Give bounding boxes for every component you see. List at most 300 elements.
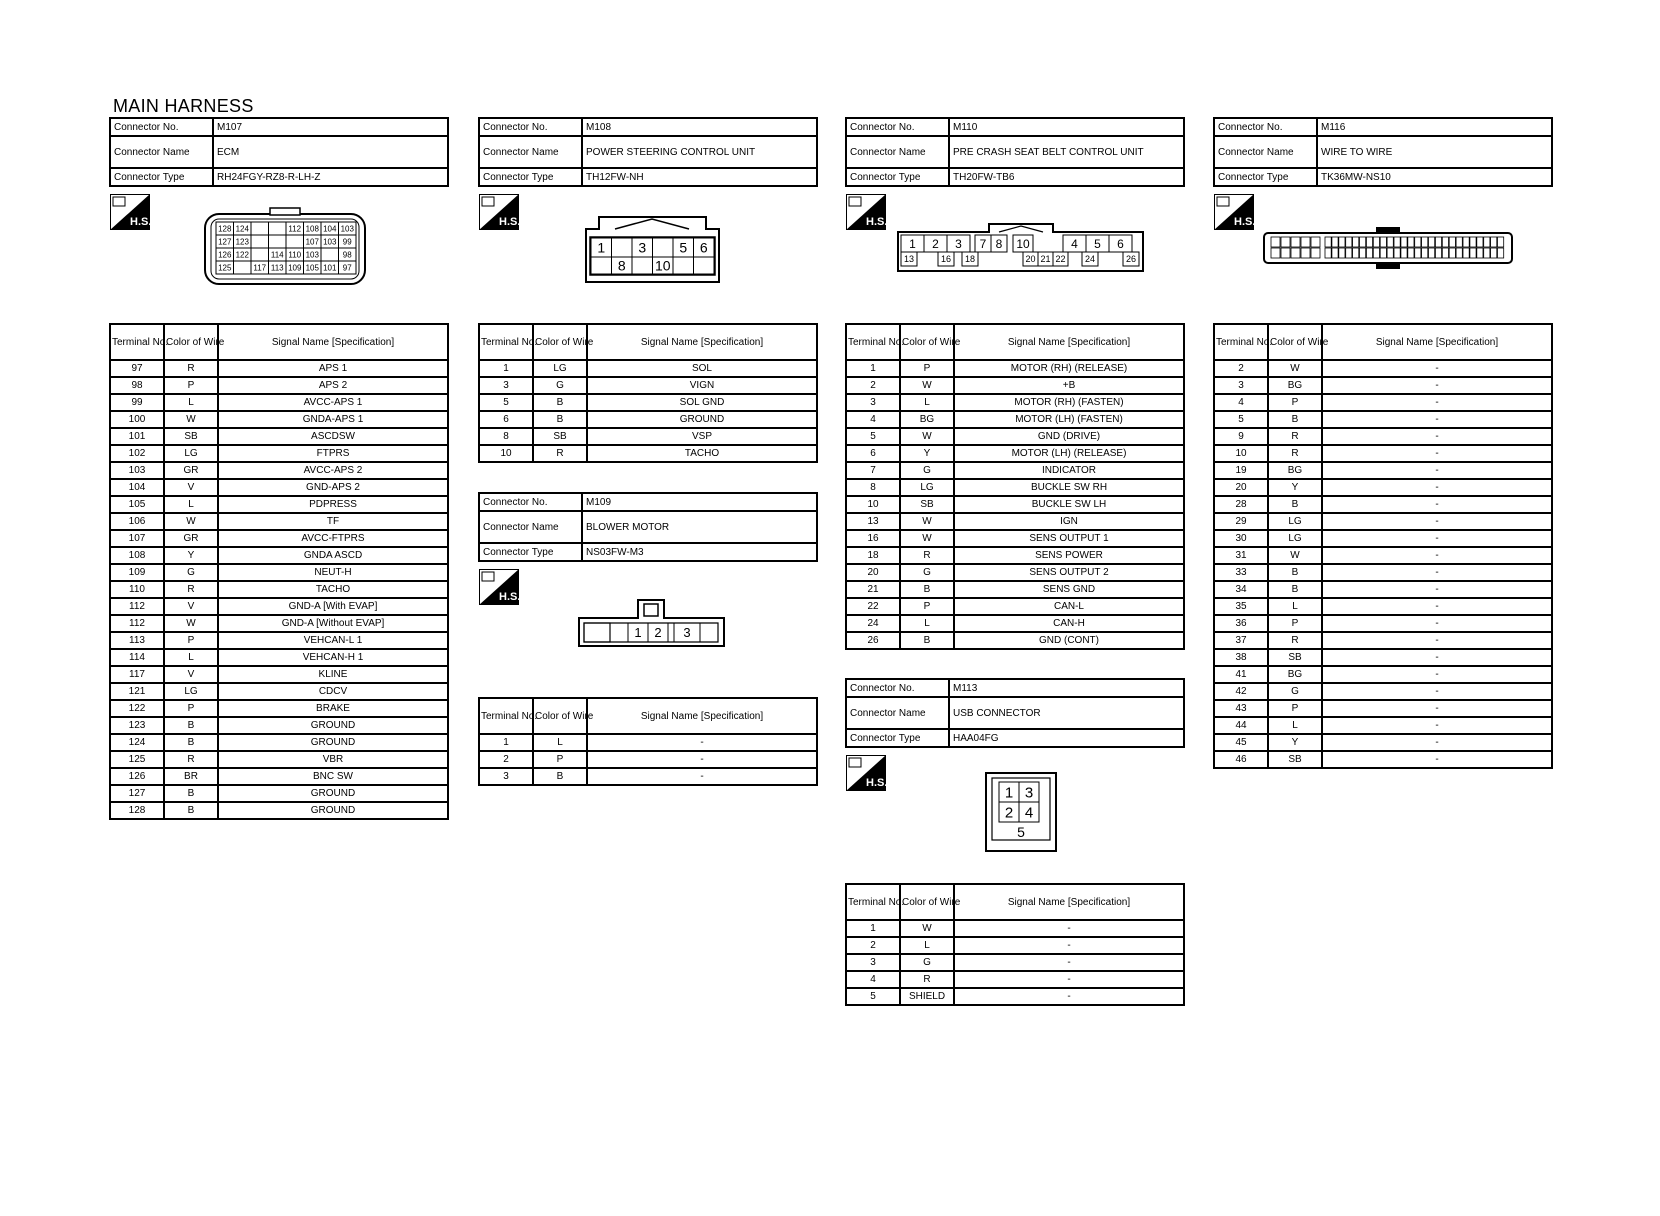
connector-name-value: POWER STEERING CONTROL UNIT (582, 136, 817, 168)
table-row (110, 717, 448, 734)
label-connector-name: Connector Name (846, 136, 949, 168)
label-connector-type: Connector Type (479, 168, 582, 186)
table-row (110, 581, 448, 598)
wire-color-cell: LG (1268, 530, 1322, 547)
signal-name-cell: CAN-L (954, 598, 1184, 615)
terminal-no-cell: 7 (846, 462, 900, 479)
connector-face-m108 (585, 215, 720, 283)
pin-number: 1 (1004, 784, 1014, 802)
col-color-of-wire: Color of Wire (533, 324, 587, 360)
pin-cell (1387, 248, 1393, 258)
terminal-no-cell: 104 (110, 479, 164, 496)
col-color-of-wire: Color of Wire (900, 324, 954, 360)
terminal-no-cell: 30 (1214, 530, 1268, 547)
terminal-no-cell: 6 (846, 445, 900, 462)
table-row (110, 649, 448, 666)
table-row (110, 598, 448, 615)
col-signal-name: Signal Name [Specification] (954, 324, 1184, 360)
pin-number: 4 (1024, 804, 1034, 822)
terminal-no-cell: 26 (846, 632, 900, 649)
signal-name-cell: ASCDSW (218, 428, 448, 445)
table-row (1214, 411, 1552, 428)
wire-color-cell: Y (900, 445, 954, 462)
signal-name-cell: GND (DRIVE) (954, 428, 1184, 445)
terminal-no-cell: 103 (110, 462, 164, 479)
table-row (1214, 479, 1552, 496)
label-connector-type: Connector Type (846, 729, 949, 747)
signal-name-cell: SOL GND (587, 394, 817, 411)
label-connector-type: Connector Type (479, 543, 582, 561)
terminal-no-cell: 108 (110, 547, 164, 564)
wire-color-cell: B (900, 581, 954, 598)
signal-name-cell: +B (954, 377, 1184, 394)
pin-cell (1281, 248, 1290, 258)
label-connector-no: Connector No. (479, 493, 582, 511)
signal-name-cell: GROUND (218, 785, 448, 802)
terminal-table-m107 (109, 323, 449, 820)
terminal-no-cell: 45 (1214, 734, 1268, 751)
signal-name-cell: - (954, 920, 1184, 937)
wire-color-cell: G (164, 564, 218, 581)
col-terminal-no: Terminal No. (479, 698, 533, 734)
pin-number: 13 (903, 254, 915, 265)
pin-number: 26 (1125, 254, 1137, 265)
wire-color-cell: P (900, 598, 954, 615)
terminal-no-cell: 29 (1214, 513, 1268, 530)
table-row (479, 360, 817, 377)
pin-number: 1 (597, 239, 606, 256)
connector-no-value: M113 (949, 679, 1184, 697)
connector-no-value: M108 (582, 118, 817, 136)
table-row (846, 513, 1184, 530)
pin-cell (1360, 248, 1366, 258)
terminal-no-cell: 114 (110, 649, 164, 666)
terminal-no-cell: 4 (846, 411, 900, 428)
pin-number: 127 (218, 237, 232, 247)
signal-name-cell: CAN-H (954, 615, 1184, 632)
terminal-no-cell: 35 (1214, 598, 1268, 615)
terminal-table-m110 (845, 323, 1185, 650)
table-row (846, 530, 1184, 547)
table-row (1214, 530, 1552, 547)
wire-color-cell: L (164, 496, 218, 513)
terminal-no-cell: 10 (846, 496, 900, 513)
terminal-no-cell: 4 (846, 971, 900, 988)
signal-name-cell: VBR (218, 751, 448, 768)
table-row (1214, 394, 1552, 411)
label-connector-type: Connector Type (846, 168, 949, 186)
signal-name-cell: GROUND (218, 717, 448, 734)
wire-color-cell: P (900, 360, 954, 377)
pin-cell (1435, 237, 1441, 247)
wire-color-cell: B (1268, 411, 1322, 428)
terminal-no-cell: 122 (110, 700, 164, 717)
wire-color-cell: LG (164, 445, 218, 462)
pin-cell (1373, 248, 1379, 258)
pin-number: 128 (218, 224, 232, 234)
signal-name-cell: - (1322, 666, 1552, 683)
wire-color-cell: BG (900, 411, 954, 428)
hs-badge-icon (479, 569, 519, 605)
signal-name-cell: - (954, 971, 1184, 988)
pin-cell (1484, 248, 1490, 258)
pin-cell (1498, 237, 1504, 247)
table-row (1214, 615, 1552, 632)
pin-number: 110 (288, 250, 302, 260)
signal-name-cell: - (1322, 700, 1552, 717)
col-signal-name: Signal Name [Specification] (587, 698, 817, 734)
pin-number: 99 (342, 237, 352, 247)
col-terminal-no: Terminal No. (1214, 324, 1268, 360)
pin-cell (1325, 237, 1331, 247)
pin-cell (673, 257, 694, 274)
connector-m107 (109, 117, 449, 187)
terminal-no-cell: 16 (846, 530, 900, 547)
wire-color-cell: SHIELD (900, 988, 954, 1005)
signal-name-cell: GNDA ASCD (218, 547, 448, 564)
table-row (110, 632, 448, 649)
pin-cell (1470, 237, 1476, 247)
pin-number: 2 (654, 625, 662, 641)
pin-number: 97 (342, 263, 352, 273)
signal-name-cell: - (954, 937, 1184, 954)
pin-cell (1353, 237, 1359, 247)
terminal-no-cell: 112 (110, 598, 164, 615)
table-row (846, 462, 1184, 479)
connector-header-m110 (845, 117, 1185, 187)
table-row (479, 445, 817, 462)
signal-name-cell: - (1322, 462, 1552, 479)
hs-badge-label: H.S. (1234, 216, 1256, 228)
terminal-no-cell: 97 (110, 360, 164, 377)
terminal-no-cell: 105 (110, 496, 164, 513)
terminal-no-cell: 2 (846, 937, 900, 954)
wire-color-cell: W (164, 411, 218, 428)
pin-cell (286, 235, 304, 248)
pin-cell (1491, 237, 1497, 247)
pin-cell (1311, 237, 1320, 247)
signal-name-cell: AVCC-APS 1 (218, 394, 448, 411)
wire-color-cell: B (164, 734, 218, 751)
pin-cell (1470, 248, 1476, 258)
connector-face-m116 (1263, 225, 1513, 271)
label-connector-type: Connector Type (110, 168, 213, 186)
pin-number: 109 (288, 263, 302, 273)
pin-cell (1415, 248, 1421, 258)
wire-color-cell: B (533, 768, 587, 785)
signal-name-cell: - (1322, 615, 1552, 632)
signal-name-cell: GND (CONT) (954, 632, 1184, 649)
label-connector-no: Connector No. (479, 118, 582, 136)
table-row (110, 445, 448, 462)
pin-number: 123 (235, 237, 249, 247)
signal-name-cell: APS 1 (218, 360, 448, 377)
pin-number: 21 (1040, 254, 1051, 265)
pin-number: 104 (323, 224, 337, 234)
wire-color-cell: R (900, 971, 954, 988)
pin-number: 3 (1024, 784, 1034, 802)
col-signal-name: Signal Name [Specification] (1322, 324, 1552, 360)
terminal-no-cell: 5 (846, 988, 900, 1005)
terminal-no-cell: 8 (846, 479, 900, 496)
wire-color-cell: B (164, 802, 218, 819)
terminal-no-cell: 1 (846, 360, 900, 377)
pin-number: 2 (1004, 804, 1014, 822)
pin-number: 105 (305, 263, 319, 273)
col-color-of-wire: Color of Wire (164, 324, 218, 360)
table-row (1214, 462, 1552, 479)
pin-cell (1429, 248, 1435, 258)
pin-cell (694, 257, 715, 274)
terminal-no-cell: 10 (1214, 445, 1268, 462)
table-row (110, 513, 448, 530)
table-row (110, 802, 448, 819)
signal-name-cell: AVCC-FTPRS (218, 530, 448, 547)
pin-number: 8 (995, 236, 1003, 251)
pin-cell (1353, 248, 1359, 258)
pin-cell (1380, 248, 1386, 258)
signal-name-cell: - (1322, 632, 1552, 649)
wire-color-cell: BG (1268, 666, 1322, 683)
wire-color-cell: G (533, 377, 587, 394)
table-row (1214, 360, 1552, 377)
pin-number: 22 (1055, 254, 1066, 265)
table-row (846, 615, 1184, 632)
col-signal-name: Signal Name [Specification] (954, 884, 1184, 920)
terminal-no-cell: 98 (110, 377, 164, 394)
signal-name-cell: AVCC-APS 2 (218, 462, 448, 479)
table-row (846, 360, 1184, 377)
wire-color-cell: P (1268, 394, 1322, 411)
pin-number: 125 (218, 263, 232, 273)
connector-type-value: TH12FW-NH (582, 168, 817, 186)
pin-cell (1291, 248, 1300, 258)
table-row (846, 920, 1184, 937)
pin-cell (1422, 248, 1428, 258)
signal-name-cell: SOL (587, 360, 817, 377)
terminal-no-cell: 22 (846, 598, 900, 615)
wire-color-cell: G (900, 564, 954, 581)
wire-color-cell: W (900, 428, 954, 445)
terminal-table-m116 (1213, 323, 1553, 769)
pin-cell (591, 257, 612, 274)
wire-color-cell: B (533, 394, 587, 411)
connector-name-value: USB CONNECTOR (949, 697, 1184, 729)
terminal-no-cell: 19 (1214, 462, 1268, 479)
signal-name-cell: SENS OUTPUT 1 (954, 530, 1184, 547)
wire-color-cell: BG (1268, 377, 1322, 394)
label-connector-name: Connector Name (479, 136, 582, 168)
wire-color-cell: W (900, 920, 954, 937)
pin-number: 5 (1017, 824, 1025, 840)
table-row (1214, 632, 1552, 649)
wire-color-cell: R (1268, 632, 1322, 649)
table-row (1214, 734, 1552, 751)
pin-number: 2 (932, 236, 939, 251)
pin-cell (653, 238, 674, 257)
pin-number: 103 (340, 224, 354, 234)
signal-name-cell: MOTOR (LH) (FASTEN) (954, 411, 1184, 428)
wire-color-cell: W (1268, 360, 1322, 377)
connector-m110 (845, 117, 1185, 187)
wire-color-cell: R (533, 445, 587, 462)
pin-cell (1339, 237, 1345, 247)
connector-m113 (845, 678, 1185, 748)
pin-number: 98 (342, 250, 352, 260)
terminal-no-cell: 127 (110, 785, 164, 802)
pin-cell (234, 261, 252, 274)
wire-color-cell: SB (164, 428, 218, 445)
wire-color-cell: R (164, 581, 218, 598)
table-row (846, 428, 1184, 445)
signal-name-cell: IGN (954, 513, 1184, 530)
wire-color-cell: GR (164, 530, 218, 547)
signal-name-cell: PDPRESS (218, 496, 448, 513)
table-row (110, 785, 448, 802)
terminal-no-cell: 42 (1214, 683, 1268, 700)
wire-color-cell: B (1268, 496, 1322, 513)
pin-number: 112 (288, 224, 302, 234)
signal-name-cell: MOTOR (RH) (FASTEN) (954, 394, 1184, 411)
signal-name-cell: BUCKLE SW RH (954, 479, 1184, 496)
table-row (1214, 717, 1552, 734)
pin-cell (612, 238, 633, 257)
signal-name-cell: - (1322, 717, 1552, 734)
table-row (479, 394, 817, 411)
table-row (479, 734, 817, 751)
wire-color-cell: W (164, 513, 218, 530)
terminal-no-cell: 20 (846, 564, 900, 581)
pin-cell (1401, 248, 1407, 258)
pin-cell (1456, 237, 1462, 247)
terminal-no-cell: 6 (479, 411, 533, 428)
terminal-no-cell: 4 (1214, 394, 1268, 411)
signal-name-cell: - (1322, 734, 1552, 751)
table-row (110, 394, 448, 411)
connector-header-m113 (845, 678, 1185, 748)
signal-name-cell: - (1322, 581, 1552, 598)
terminal-no-cell: 5 (1214, 411, 1268, 428)
wire-color-cell: GR (164, 462, 218, 479)
wire-color-cell: B (164, 717, 218, 734)
pin-cell (1429, 237, 1435, 247)
pin-number: 8 (617, 257, 626, 274)
terminal-no-cell: 24 (846, 615, 900, 632)
pin-number: 6 (699, 239, 708, 256)
signal-name-cell: VEHCAN-L 1 (218, 632, 448, 649)
wire-color-cell: W (900, 530, 954, 547)
pin-number: 126 (218, 250, 232, 260)
pin-cell (1271, 237, 1280, 247)
wire-color-cell: V (164, 479, 218, 496)
pin-cell (1415, 237, 1421, 247)
signal-name-cell: - (1322, 564, 1552, 581)
terminal-no-cell: 125 (110, 751, 164, 768)
terminal-no-cell: 102 (110, 445, 164, 462)
pin-number: 24 (1084, 254, 1096, 265)
pin-cell (1498, 248, 1504, 258)
table-row (1214, 700, 1552, 717)
terminal-no-cell: 101 (110, 428, 164, 445)
wire-color-cell: W (164, 615, 218, 632)
table-row (110, 479, 448, 496)
signal-name-cell: - (1322, 394, 1552, 411)
table-row (1214, 683, 1552, 700)
table-row (110, 683, 448, 700)
wire-color-cell: W (900, 513, 954, 530)
signal-name-cell: MOTOR (RH) (RELEASE) (954, 360, 1184, 377)
terminal-no-cell: 110 (110, 581, 164, 598)
pin-cell (251, 235, 269, 248)
connector-face-m109 (578, 598, 726, 648)
signal-name-cell: VSP (587, 428, 817, 445)
signal-name-cell: TACHO (218, 581, 448, 598)
terminal-no-cell: 113 (110, 632, 164, 649)
pin-cell (1325, 248, 1331, 258)
wire-color-cell: L (164, 649, 218, 666)
wire-color-cell: L (900, 937, 954, 954)
terminal-no-cell: 43 (1214, 700, 1268, 717)
table-row (479, 768, 817, 785)
signal-name-cell: - (1322, 598, 1552, 615)
connector-header-m107 (109, 117, 449, 187)
wire-color-cell: G (1268, 683, 1322, 700)
label-connector-no: Connector No. (846, 118, 949, 136)
col-terminal-no: Terminal No. (479, 324, 533, 360)
pin-cell (1366, 248, 1372, 258)
signal-name-cell: - (1322, 683, 1552, 700)
hs-badge-icon (1214, 194, 1254, 230)
pin-cell (1332, 237, 1338, 247)
hs-badge-icon (846, 194, 886, 230)
terminal-no-cell: 99 (110, 394, 164, 411)
table-row (479, 411, 817, 428)
connector-face-m107 (200, 208, 370, 290)
table-row (846, 937, 1184, 954)
terminal-no-cell: 44 (1214, 717, 1268, 734)
terminal-no-cell: 28 (1214, 496, 1268, 513)
wire-color-cell: BG (1268, 462, 1322, 479)
wire-color-cell: B (1268, 581, 1322, 598)
wire-color-cell: G (900, 462, 954, 479)
signal-name-cell: SENS OUTPUT 2 (954, 564, 1184, 581)
page-title: MAIN HARNESS (113, 96, 254, 116)
pin-number: 18 (964, 254, 976, 265)
hs-badge-icon (110, 194, 150, 230)
pin-cell (1484, 237, 1490, 247)
pin-cell (321, 248, 339, 261)
table-row (110, 428, 448, 445)
table-row (110, 530, 448, 547)
table-row (846, 479, 1184, 496)
wire-color-cell: B (533, 411, 587, 428)
table-row (846, 632, 1184, 649)
terminal-no-cell: 5 (846, 428, 900, 445)
terminal-no-cell: 5 (479, 394, 533, 411)
table-row (846, 377, 1184, 394)
terminal-no-cell: 1 (479, 360, 533, 377)
terminal-no-cell: 33 (1214, 564, 1268, 581)
pin-cell (1394, 237, 1400, 247)
table-row (846, 598, 1184, 615)
col-terminal-no: Terminal No. (846, 884, 900, 920)
terminal-table-m113 (845, 883, 1185, 1006)
table-row (110, 734, 448, 751)
signal-name-cell: - (1322, 445, 1552, 462)
label-connector-type: Connector Type (1214, 168, 1317, 186)
table-row (110, 666, 448, 683)
signal-name-cell: - (1322, 479, 1552, 496)
